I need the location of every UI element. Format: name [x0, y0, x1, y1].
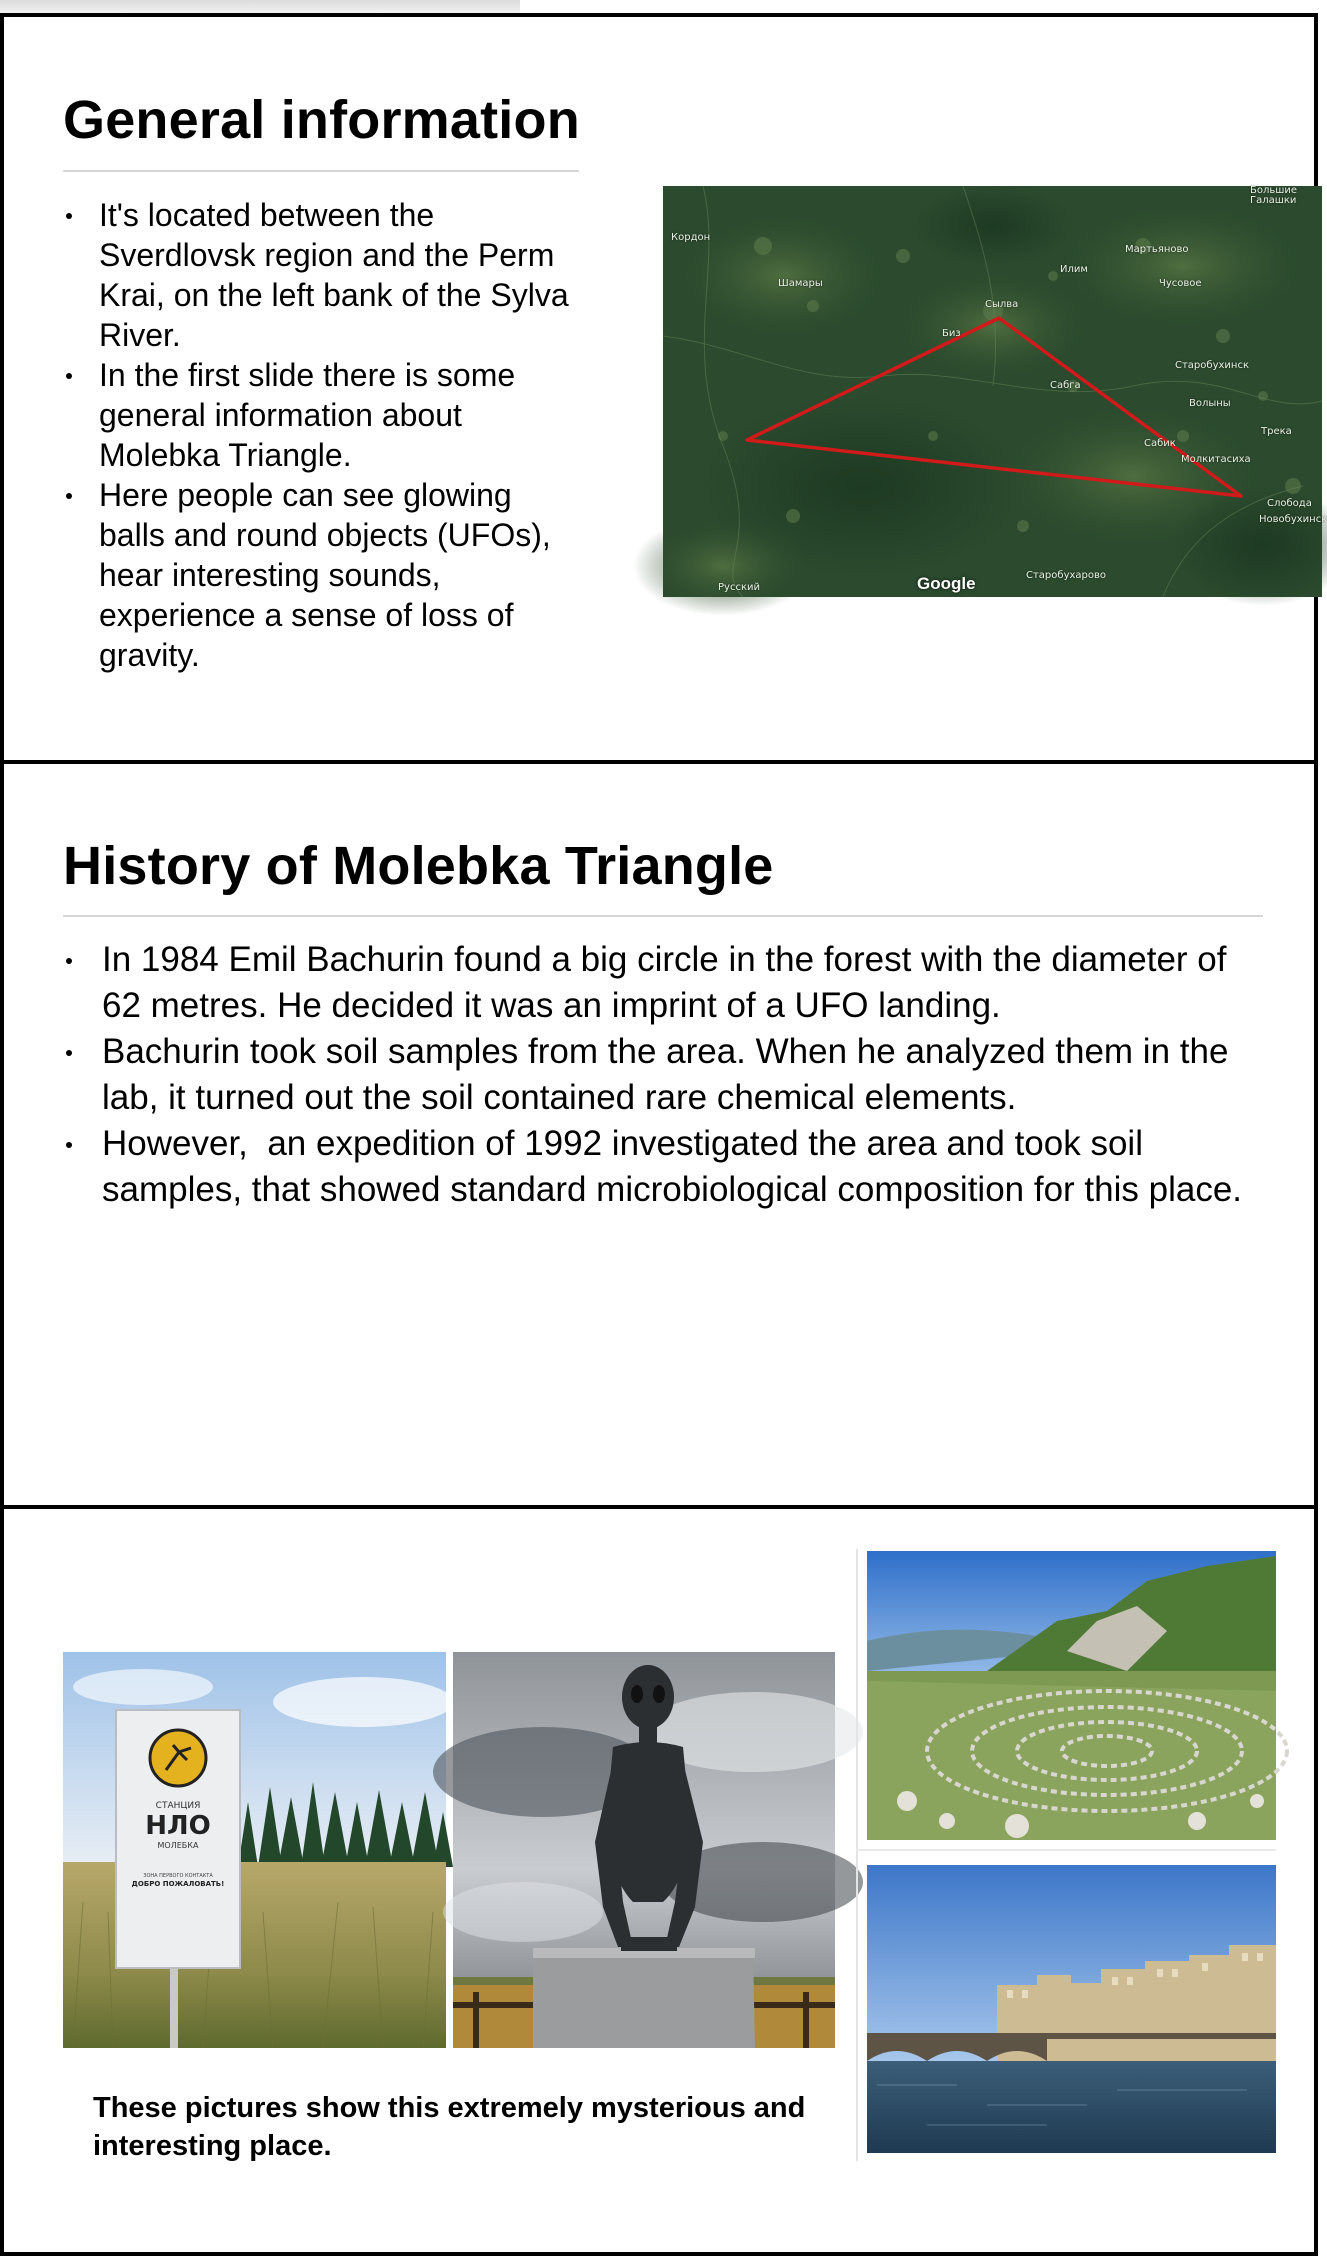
title-divider [63, 170, 579, 172]
map-label: Чусовое [1159, 278, 1202, 289]
bullet-item [63, 1029, 1273, 1121]
bullet-text: Bachurin took soil samples from the area. When he analyzed them in the lab, it turned out the soil contained rare chemical elements. [102, 1032, 1229, 1117]
slide-general-information [0, 13, 1327, 764]
map-brand-logo: Google [917, 574, 976, 593]
map-label: Слобода [1267, 498, 1312, 509]
bullet-item [63, 355, 583, 475]
collage-divider [856, 1549, 858, 2161]
map-label: Большие Галашки [1250, 185, 1298, 206]
bullet-list [63, 195, 583, 675]
bullet-text: In 1984 Emil Bachurin found a big circle in the forest with the diameter of 62 metres. He decided it was an imprint of a UFO landing. [102, 940, 1227, 1025]
bullet-dot-icon [66, 1050, 72, 1056]
map-label: Старобухарово [1026, 570, 1107, 581]
bullet-item [63, 1121, 1273, 1213]
map-terrain [663, 186, 1322, 597]
map-label: Шамары [778, 278, 823, 289]
bullet-dot-icon [66, 213, 72, 219]
bullet-dot-icon [66, 1142, 72, 1148]
map-label: Русский [718, 582, 760, 593]
map-label: Волыны [1189, 398, 1231, 409]
alien-statue-photo [453, 1652, 835, 2048]
bullet-item [63, 475, 583, 675]
collage-divider [856, 1849, 1276, 1851]
bullet-item [63, 195, 583, 355]
bullet-text: However, an expedition of 1992 investigated the area and took soil samples, that showed standard microbiological composition for this place. [102, 1124, 1243, 1209]
bullet-item [63, 937, 1273, 1029]
map-label: Новобухинск [1259, 514, 1327, 525]
sign-text-line: СТАНЦИЯ [155, 1801, 201, 1811]
sign-text-line: ДОБРО ПОЖАЛОВАТЬ! [131, 1880, 225, 1888]
bullet-text: It's located between the Sverdlovsk region and the Perm Krai, on the left bank of the Sylva River. [99, 197, 569, 353]
map-label: Илим [1060, 264, 1088, 275]
top-edge-shadow [0, 0, 520, 14]
bullet-dot-icon [66, 958, 72, 964]
sign-text-line: МОЛЕБКА [157, 1841, 199, 1850]
bullet-list [63, 937, 1273, 1213]
map-label: Кордон [671, 232, 711, 243]
satellite-map-image [663, 185, 1327, 597]
bullet-dot-icon [66, 493, 72, 499]
slide-pictures [0, 1505, 1318, 2256]
bullet-dot-icon [66, 373, 72, 379]
map-label: Мартьяново [1125, 244, 1189, 255]
map-label: Сабик [1144, 438, 1176, 449]
stone-spiral-photo [867, 1551, 1276, 1840]
riverside-city-photo [867, 1865, 1276, 2153]
map-label: Сабга [1050, 380, 1081, 391]
slide-history [0, 760, 1318, 1509]
map-label: Сылва [985, 299, 1019, 310]
map-label: Трека [1261, 426, 1292, 437]
slide-title: General information [63, 90, 580, 150]
sign-text-line: НЛО [145, 1811, 211, 1841]
slide-title: History of Molebka Triangle [63, 836, 774, 896]
ufo-station-sign-photo [63, 1652, 446, 2048]
map-label: Биз [942, 328, 961, 339]
map-label: Молкитасиха [1181, 454, 1251, 465]
map-label: Старобухинск [1175, 360, 1249, 371]
bullet-text: In the first slide there is some general information about Molebka Triangle. [99, 357, 516, 473]
bullet-text: Here people can see glowing balls and round objects (UFOs), hear interesting sounds, experience a sense of loss of gravity. [99, 477, 551, 673]
pictures-caption: These pictures show this extremely mysterious and interesting place. [93, 2092, 806, 2162]
sign-text-line: ЗОНА ПЕРВОГО КОНТАКТА [143, 1873, 213, 1879]
title-divider [63, 915, 1263, 917]
